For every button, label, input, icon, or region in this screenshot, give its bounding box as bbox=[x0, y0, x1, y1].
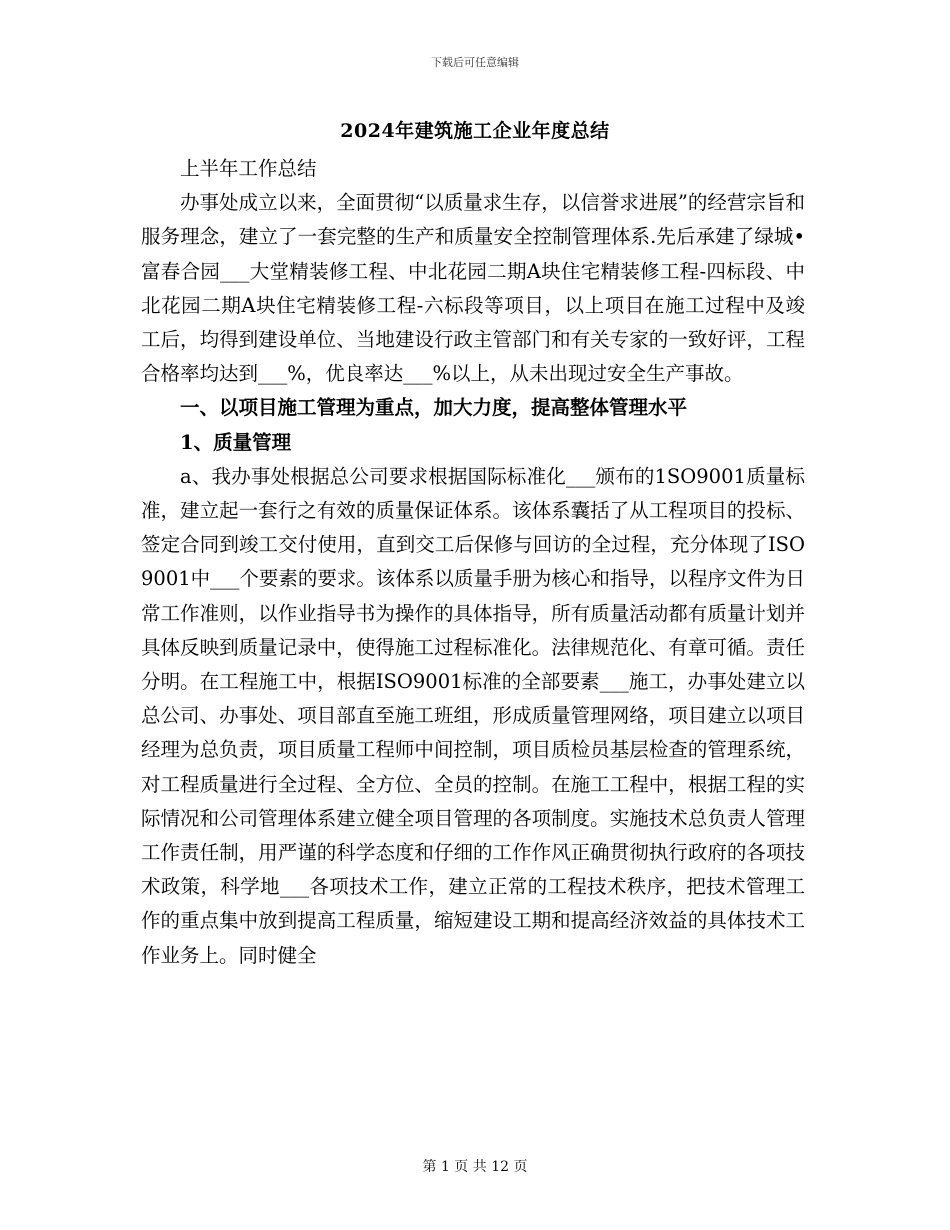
page-number: 第 1 页 共 12 页 bbox=[422, 1159, 528, 1175]
document-title: 2024年建筑施工企业年度总结 bbox=[340, 120, 610, 142]
section-subtitle: 上半年工作总结 bbox=[180, 157, 317, 180]
page-header-note: 下载后可任意编辑 bbox=[431, 56, 519, 69]
subsection-heading-1-1: 1、质量管理 bbox=[180, 430, 292, 454]
document-body bbox=[141, 152, 805, 973]
intro-paragraph: 办事处成立以来，全面贯彻“以质量求生存，以信誉求进展”的经营宗旨和服务理念，建立了一套完整的生产和质量安全控制管理体系.先后承建了绿城•富春合园___大堂精装修工程、中北花园二期A块住宅精装修工程-四标段、中北花园二期A块住宅精装修工程-六标段等项目，以上项目在施工过程中及竣工后，均得到建设单位、当地建设行政主管部门和有关专家的一致好评，工程合格率均达到___%，优良率达___%以上，从未出现过安全生产事故。 bbox=[141, 191, 805, 386]
section-heading-1: 一、以项目施工管理为重点，加大力度，提高整体管理水平 bbox=[180, 396, 688, 420]
quality-paragraph: a、我办事处根据总公司要求根据国际标准化___颁布的1SO9001质量标准，建立起一套行之有效的质量保证体系。该体系囊括了从工程项目的投标、签定合同到竣工交付使用，直到交工后保修与回访的全过程，充分体现了ISO9001中___个要素的要求。该体系以质量手册为核心和指导，以程序文件为日常工作准则，以作业指导书为操作的具体指导，所有质量活动都有质量计划并具体反映到质量记录中，使得施工过程标准化。法律规范化、有章可循。责任分明。在工程施工中，根据ISO9001标准的全部要素___施工，办事处建立以总公司、办事处、项目部直至施工班组，形成质量管理网络，项目建立以项目经理为总负责，项目质量工程师中间控制，项目质检员基层检查的管理系统，对工程质量进行全过程、全方位、全员的控制。在施工工程中，根据工程的实际情况和公司管理体系建立健全项目管理的各项制度。实施技术总负责人管理工作责任制，用严谨的科学态度和仔细的工作作风正确贯彻执行政府的各项技术政策，科学地___各项技术工作，建立正常的工程技术秩序，把技术管理工作的重点集中放到提高工程质量，缩短建设工期和提高经济效益的具体技术工作业务上。同时健全 bbox=[141, 464, 805, 967]
